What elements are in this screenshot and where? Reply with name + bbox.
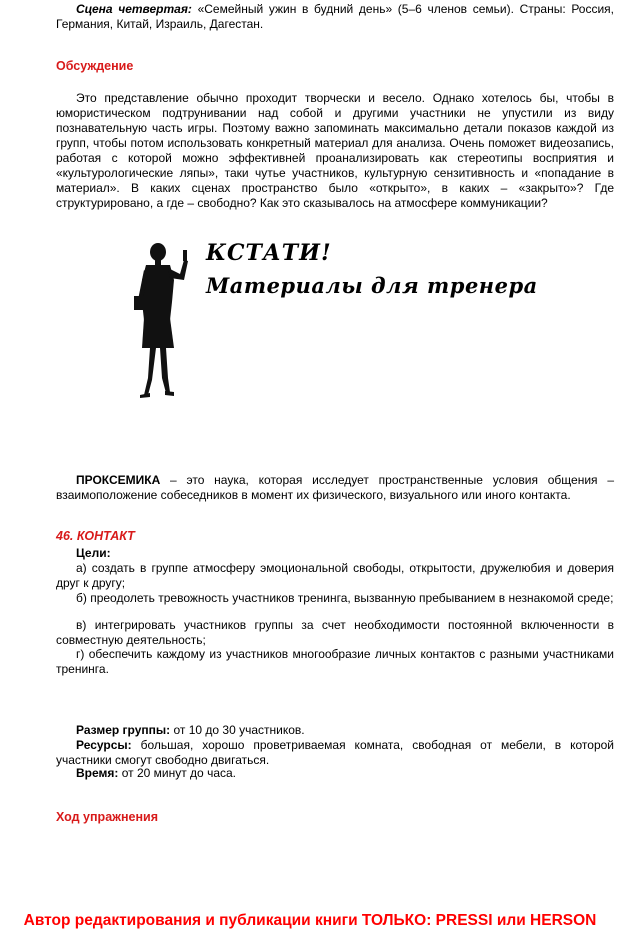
resources-label: Ресурсы: [76,738,132,752]
scene-four-text: «Семейный ужин в будний день» (5–6 членов семьи). Страны: Россия, Германия, Китай, Израиль, Дагестан. [56,2,615,31]
woman-silhouette-icon [130,240,210,405]
goal-item-d: г) обеспечить каждому из участников многообразие личных контактов с разными участниками тренинга. [56,647,614,676]
proxemics-text: – это наука, которая исследует пространственные условия общения – взаимоположение собеседников в момент их физического, визуального или иного контакта. [56,473,614,502]
resources-line [56,738,614,768]
discussion-paragraph: Это представление обычно проходит творчески и весело. Однако хотелось бы, чтобы в юмористическом подтрунивании над собой и другими участники не упустили из виду познавательную часть игры. Поэтому важно запоминать максимально детали показов каждой из групп, чтобы потом использовать конкретный материал для анализа. Очень поможет видеозапись, работая с которой можно эффективней проанализировать как стереотипы восприятия и «культурологические ляпы», таки чутье участников, культурную сензитивность и «попадание в материал». В каких сценах пространство было «открыто», в каких – «закрыто»? Где структурировано, а где – свободно? Как это сказывалось на атмосфере коммуникации? [56,91,614,210]
kstati-title: КСТАТИ! [206,240,332,266]
group-size-line [56,723,614,738]
proxemics-paragraph [56,473,614,503]
procedure-heading: Ход упражнения [56,810,159,824]
scene-four-paragraph [56,2,614,32]
proxemics-term: ПРОКСЕМИКА [76,473,161,487]
goal-item-a: а) создать в группе атмосферу эмоциональной свободы, открытости, дружелюбия и доверия друг к другу; [56,561,614,590]
time-label: Время: [76,766,119,780]
kstati-subtitle: Материалы для тренера [206,273,538,298]
discussion-heading: Обсуждение [56,59,134,73]
resources-value: большая, хорошо проветриваемая комната, свободная от мебели, в которой участники смогут свободно двигаться. [56,738,614,767]
time-line [56,766,614,781]
time-value: от 20 минут до часа. [118,766,236,780]
publisher-footer: Автор редактирования и публикации книги ТОЛЬКО: PRESSI или HERSON [23,912,597,929]
goal-item-b: б) преодолеть тревожность участников тренинга, вызванную пребыванием в незнакомой среде; [76,591,614,605]
scene-four-label: Сцена четвертая: [76,2,192,16]
goals-label: Цели: [76,546,111,560]
goal-item-c: в) интегрировать участников группы за счет необходимости постоянной включенности в совместную деятельность; [56,618,614,647]
group-size-label: Размер группы: [76,723,171,737]
group-size-value: от 10 до 30 участников. [170,723,305,737]
exercise-heading: 46. КОНТАКТ [56,529,135,543]
kstati-illustration [130,240,540,405]
